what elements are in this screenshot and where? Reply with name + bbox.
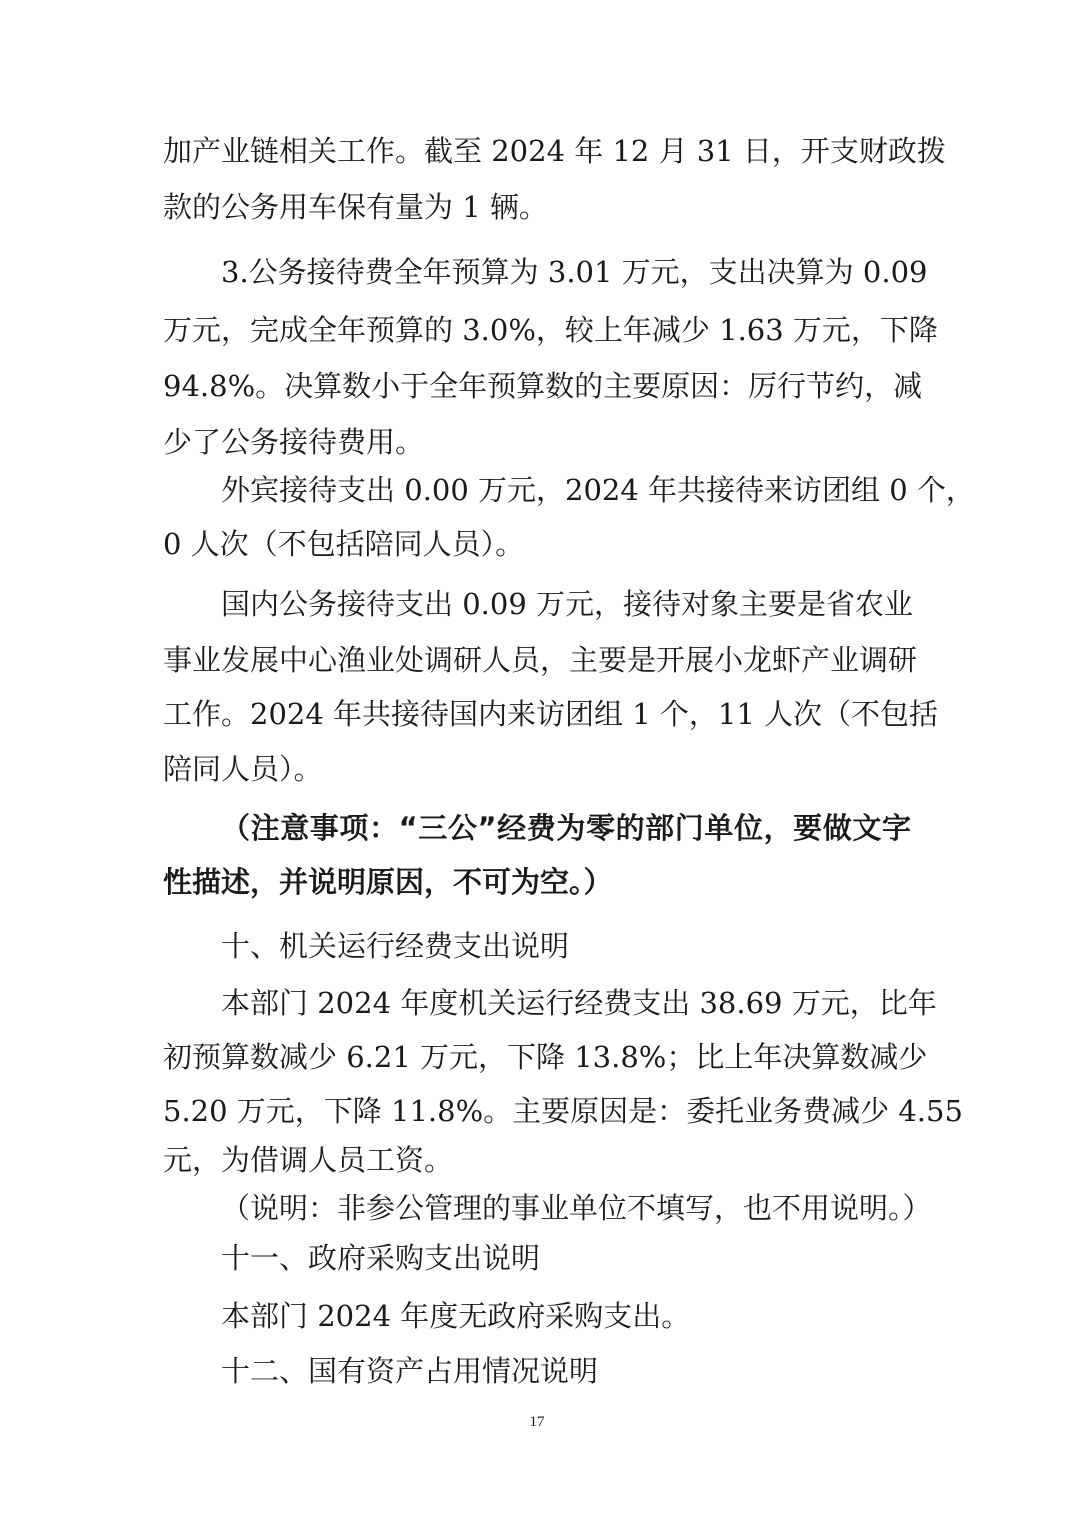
- page-number: 17: [529, 1414, 545, 1430]
- paragraph-line: 0 人次（不包括陪同人员）。: [163, 527, 525, 561]
- paragraph-line: 款的公务用车保有量为 1 辆。: [163, 190, 548, 224]
- paragraph-line: 3.公务接待费全年预算为 3.01 万元，支出决算为 0.09: [221, 255, 928, 289]
- explanation-line: （说明：非参公管理的事业单位不填写，也不用说明。）: [221, 1191, 932, 1225]
- section-heading: 十一、政府采购支出说明: [221, 1241, 541, 1275]
- paragraph-line: 工作。2024 年共接待国内来访团组 1 个，11 人次（不包括: [163, 697, 939, 731]
- note-line: （注意事项：“三公”经费为零的部门单位，要做文字: [221, 811, 911, 845]
- note-line: 性描述，并说明原因，不可为空。）: [163, 865, 613, 899]
- section-heading: 十二、国有资产占用情况说明: [221, 1354, 599, 1388]
- paragraph-line: 本部门 2024 年度机关运行经费支出 38.69 万元，比年: [221, 986, 937, 1020]
- paragraph-line: 外宾接待支出 0.00 万元，2024 年共接待来访团组 0 个，: [221, 473, 975, 507]
- paragraph-line: 元，为借调人员工资。: [163, 1143, 454, 1177]
- paragraph-line: 少了公务接待费用。: [163, 425, 425, 459]
- paragraph-line: 事业发展中心渔业处调研人员，主要是开展小龙虾产业调研: [163, 643, 918, 677]
- paragraph-line: 国内公务接待支出 0.09 万元，接待对象主要是省农业: [221, 587, 914, 621]
- paragraph-line: 万元，完成全年预算的 3.0%，较上年减少 1.63 万元，下降: [163, 313, 938, 347]
- paragraph-line: 加产业链相关工作。截至 2024 年 12 月 31 日，开支财政拨: [163, 134, 946, 168]
- paragraph-line: 94.8%。决算数小于全年预算数的主要原因：厉行节约，减: [163, 369, 923, 403]
- paragraph-line: 5.20 万元，下降 11.8%。主要原因是：委托业务费减少 4.55: [163, 1094, 963, 1128]
- paragraph-line: 初预算数减少 6.21 万元，下降 13.8%；比上年决算数减少: [163, 1040, 928, 1074]
- paragraph-line: 本部门 2024 年度无政府采购支出。: [221, 1299, 691, 1333]
- section-heading: 十、机关运行经费支出说明: [221, 929, 570, 963]
- paragraph-line: 陪同人员）。: [163, 752, 323, 786]
